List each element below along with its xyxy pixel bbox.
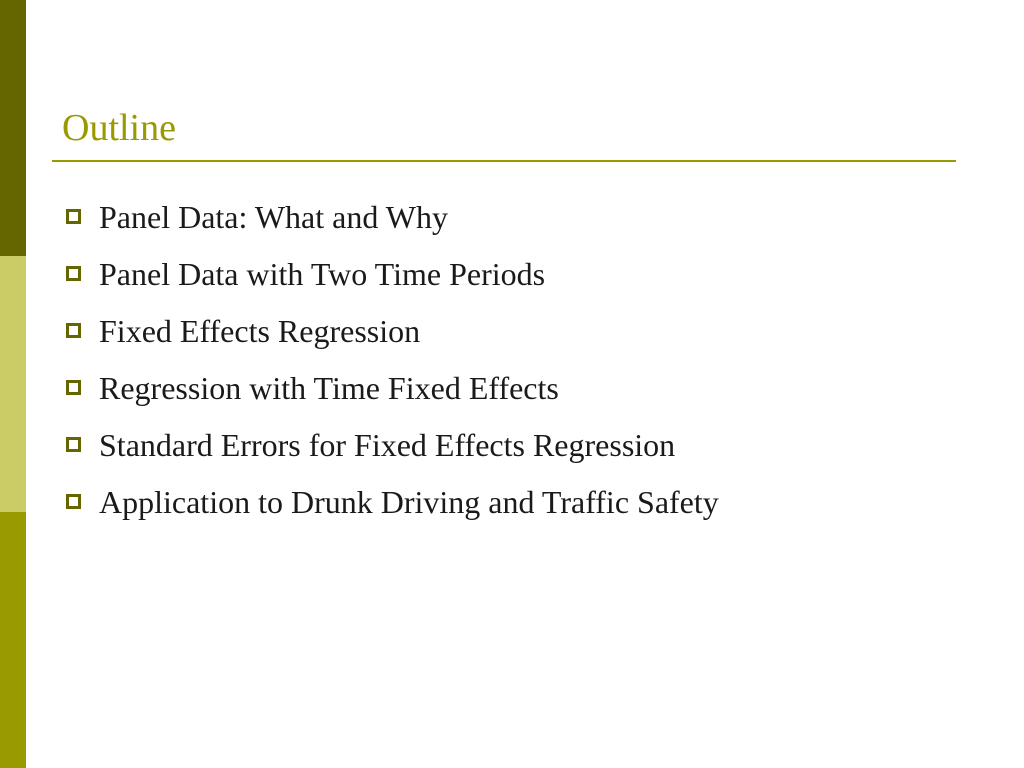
bullet-text: Fixed Effects Regression [99,312,421,349]
title-divider [52,160,956,162]
list-item [66,416,719,473]
square-bullet-icon [66,323,81,338]
square-bullet-icon [66,266,81,281]
square-bullet-icon [66,437,81,452]
list-item [66,359,719,416]
bullet-text: Application to Drunk Driving and Traffic Safety [99,483,719,520]
list-item [66,188,719,245]
square-bullet-icon [66,380,81,395]
side-bar-top [0,0,26,256]
slide-title: Outline [62,107,176,149]
list-item [66,302,719,359]
list-item [66,473,719,530]
bullet-text: Regression with Time Fixed Effects [99,369,559,406]
side-bar-bottom [0,512,26,768]
square-bullet-icon [66,494,81,509]
bullet-list [66,188,719,530]
bullet-text: Panel Data with Two Time Periods [99,255,546,292]
square-bullet-icon [66,209,81,224]
bullet-text: Standard Errors for Fixed Effects Regression [99,426,676,463]
side-bar-middle [0,256,26,512]
bullet-text: Panel Data: What and Why [99,198,448,235]
list-item [66,245,719,302]
